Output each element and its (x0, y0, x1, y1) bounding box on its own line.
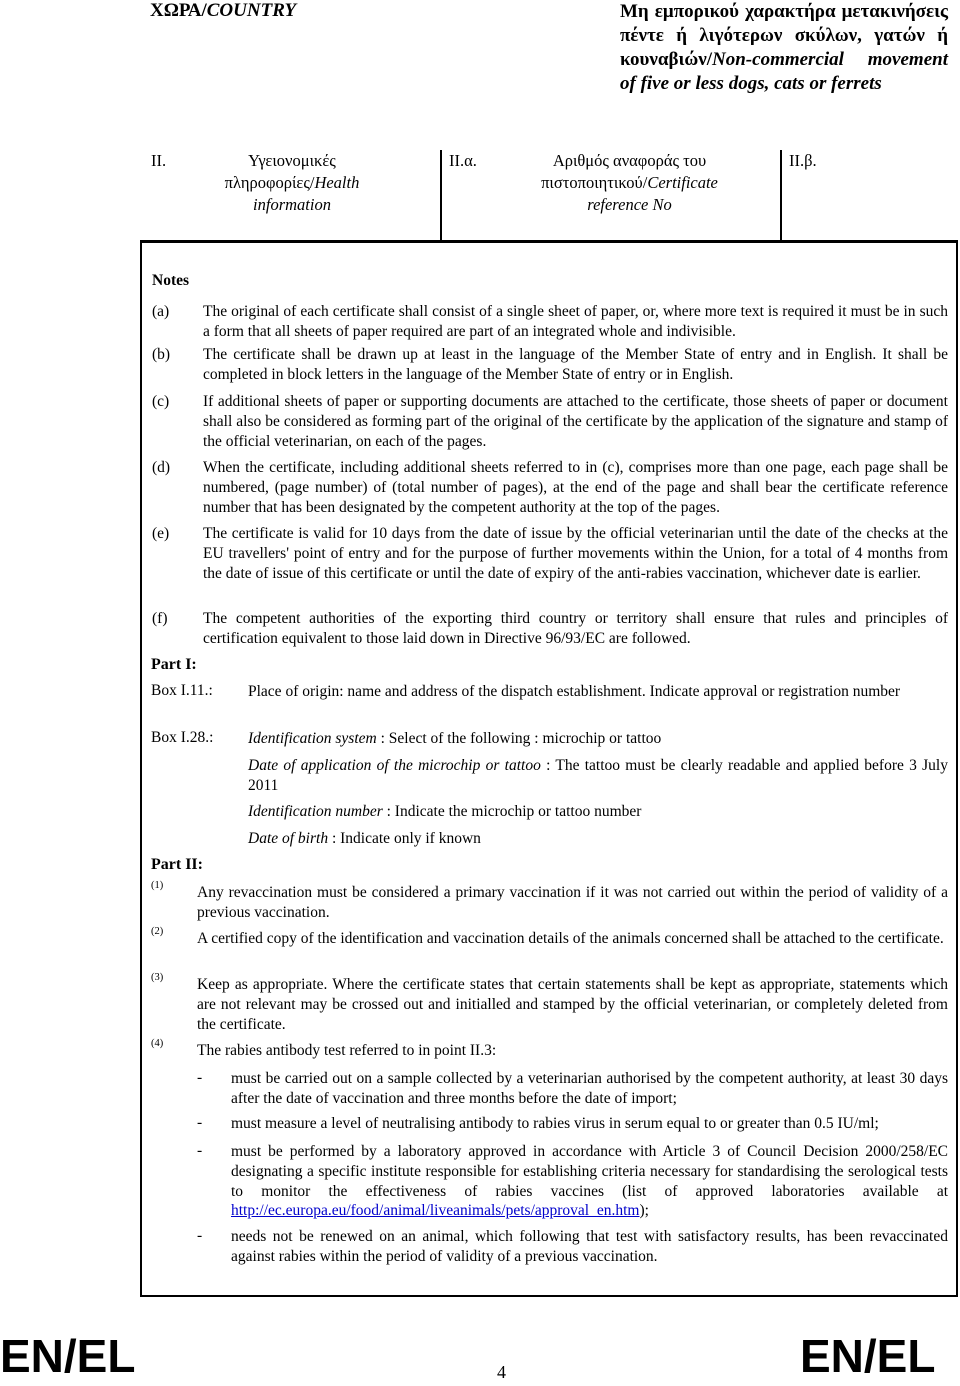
note-label: (c) (152, 393, 170, 410)
certificate-reference-label (522, 150, 737, 216)
note-label: (b) (152, 346, 171, 363)
footnote-number: (4) (151, 1038, 164, 1049)
footnote-text: Any revaccination must be considered a primary vaccination if it was not carried out within the period of validity of a previous vaccination. (197, 884, 948, 921)
note-text: The certificate is valid for 10 days from the date of issue by the official veterinarian until the date of the checks at the EU travellers' point of entry and for the purpose of further movements within the Union, for a total of 4 months from the date of issue of this certificate or until the date of expiry of the anti-rabies vaccination, whichever date is earlier. (203, 525, 948, 582)
box-term: Identification number (248, 803, 383, 820)
note-text: The original of each certificate shall consist of a single sheet of paper, or, where more text is required it must be in such a form that all sheets of paper required are part of an integrated whole and indivisible. (203, 303, 948, 340)
note-text: The competent authorities of the exporting third country or territory shall ensure that rules and principles of certification equivalent to those laid down in Directive 96/93/EC are followed. (203, 610, 948, 647)
box-term: Identification system (248, 730, 377, 747)
section-label-en: Health information (253, 173, 360, 214)
note-label: (d) (152, 459, 171, 476)
note-text: When the certificate, including additional sheets referred to in (c), comprises more than one page, each page shall be numbered, (page number) of (total number of pages), at the end of the page and shall bear the certificate reference number that has been designated by the competent authority at the top of the pages. (203, 459, 948, 516)
box-text (248, 729, 948, 749)
note-text: If additional sheets of paper or supporting documents are attached to the certificate, those sheets of paper or document shall also be considered as forming part of the original of the certificate by the application of the signature and stamp of the official veterinarian, on each of the pages. (203, 393, 948, 450)
column-divider (780, 150, 782, 240)
list-item: must be carried out on a sample collected by a veterinarian authorised by the competent authority, at least 30 days after the date of vaccination and three months before the date of import; (231, 1070, 948, 1107)
box-term-text: : Select of the following : microchip or tattoo (376, 730, 662, 747)
footnote-number: (2) (151, 926, 164, 937)
box-text (248, 802, 948, 822)
footnote-text: A certified copy of the identification and vaccination details of the animals concerned shall be attached to the certificate. (197, 930, 944, 947)
box-text (248, 829, 948, 849)
box-term-text: : Indicate the microchip or tattoo number (382, 803, 642, 820)
section-label (212, 150, 372, 216)
subsection-b-label: II.β. (789, 151, 817, 170)
box-text (248, 756, 948, 796)
footnote-number: (1) (151, 880, 164, 891)
certificate-title-gr: Μη εμπορικού χαρακτήρα μετακινήσεις πέντε ή λιγότερων σκύλων, γατών ή κουναβιών/ (620, 1, 948, 70)
approved-laboratories-link[interactable]: http://ec.europa.eu/food/animal/liveanimals/pets/approval_en.htm (231, 1202, 640, 1220)
box-term: Date of birth (248, 830, 329, 847)
list-item-text: must be performed by a laboratory approved in accordance with Article 3 of Council Decision 2000/258/EC designating a specific institute responsible for establishing criteria necessary for standardising the serological tests to monitor the effectiveness of rabies vaccines (list of approved laboratories available at (231, 1143, 948, 1200)
certificate-reference-en: Certificate reference No (587, 173, 718, 214)
note-label: (f) (152, 610, 168, 627)
list-dash: - (197, 1069, 203, 1086)
country-label-gr: ΧΩΡΑ/ (150, 0, 207, 21)
certificate-reference-gr: Αριθμός αναφοράς του πιστοποιητικού/ (541, 151, 707, 192)
footnote-number: (3) (151, 972, 164, 983)
box-label: Box I.28.: (151, 729, 214, 746)
certificate-title-en: Non-commercial movement of five or less dogs, cats or ferrets (620, 49, 948, 94)
list-dash: - (197, 1114, 203, 1131)
footer-language-right: EN/EL (800, 1330, 936, 1382)
subsection-a-label: II.α. (449, 151, 477, 170)
country-label-en: COUNTRY (206, 0, 297, 21)
footnote-text: Keep as appropriate. Where the certificate states that certain statements shall be kept as appropriate, statements which are not relevant may be crossed out and initialled and stamped by the official veterinarian, or completely deleted from the certificate. (197, 976, 948, 1033)
list-dash: - (197, 1227, 203, 1244)
section-header-row (140, 150, 956, 243)
footnote-text: The rabies antibody test referred to in point II.3: (197, 1042, 497, 1059)
column-divider (440, 150, 442, 240)
section-label-gr: Υγειονομικές πληροφορίες/ (224, 151, 336, 192)
box-term-text: : The tattoo must be clearly readable and applied before 3 July 2011 (248, 757, 948, 794)
page-number: 4 (497, 1362, 506, 1382)
section-number: II. (151, 151, 167, 170)
list-item-text: ); (639, 1202, 649, 1220)
notes-title: Notes (152, 272, 190, 289)
certificate-title (620, 0, 948, 96)
list-dash: - (197, 1142, 203, 1159)
note-text: The certificate shall be drawn up at least in the language of the Member State of entry and in English. It shall be completed in block letters in the language of the Member State of entry or in English. (203, 346, 948, 383)
part-two-title: Part II: (151, 856, 203, 873)
list-item: must measure a level of neutralising antibody to rabies virus in serum equal to or greater than 0.5 IU/ml; (231, 1115, 879, 1132)
part-one-title: Part I: (151, 656, 197, 673)
note-label: (a) (152, 303, 170, 320)
note-label: (e) (152, 525, 170, 542)
footer-language-left: EN/EL (0, 1330, 136, 1382)
box-label: Box I.11.: (151, 682, 213, 699)
box-term-text: : Indicate only if known (328, 830, 481, 847)
list-item (231, 1142, 948, 1221)
box-text: Place of origin: name and address of the dispatch establishment. Indicate approval or registration number (248, 683, 901, 700)
country-heading (150, 0, 296, 22)
list-item: needs not be renewed on an animal, which following that test with satisfactory results, has been revaccinated against rabies within the period of validity of a previous vaccination. (231, 1228, 948, 1265)
box-term: Date of application of the microchip or tattoo (248, 757, 541, 774)
